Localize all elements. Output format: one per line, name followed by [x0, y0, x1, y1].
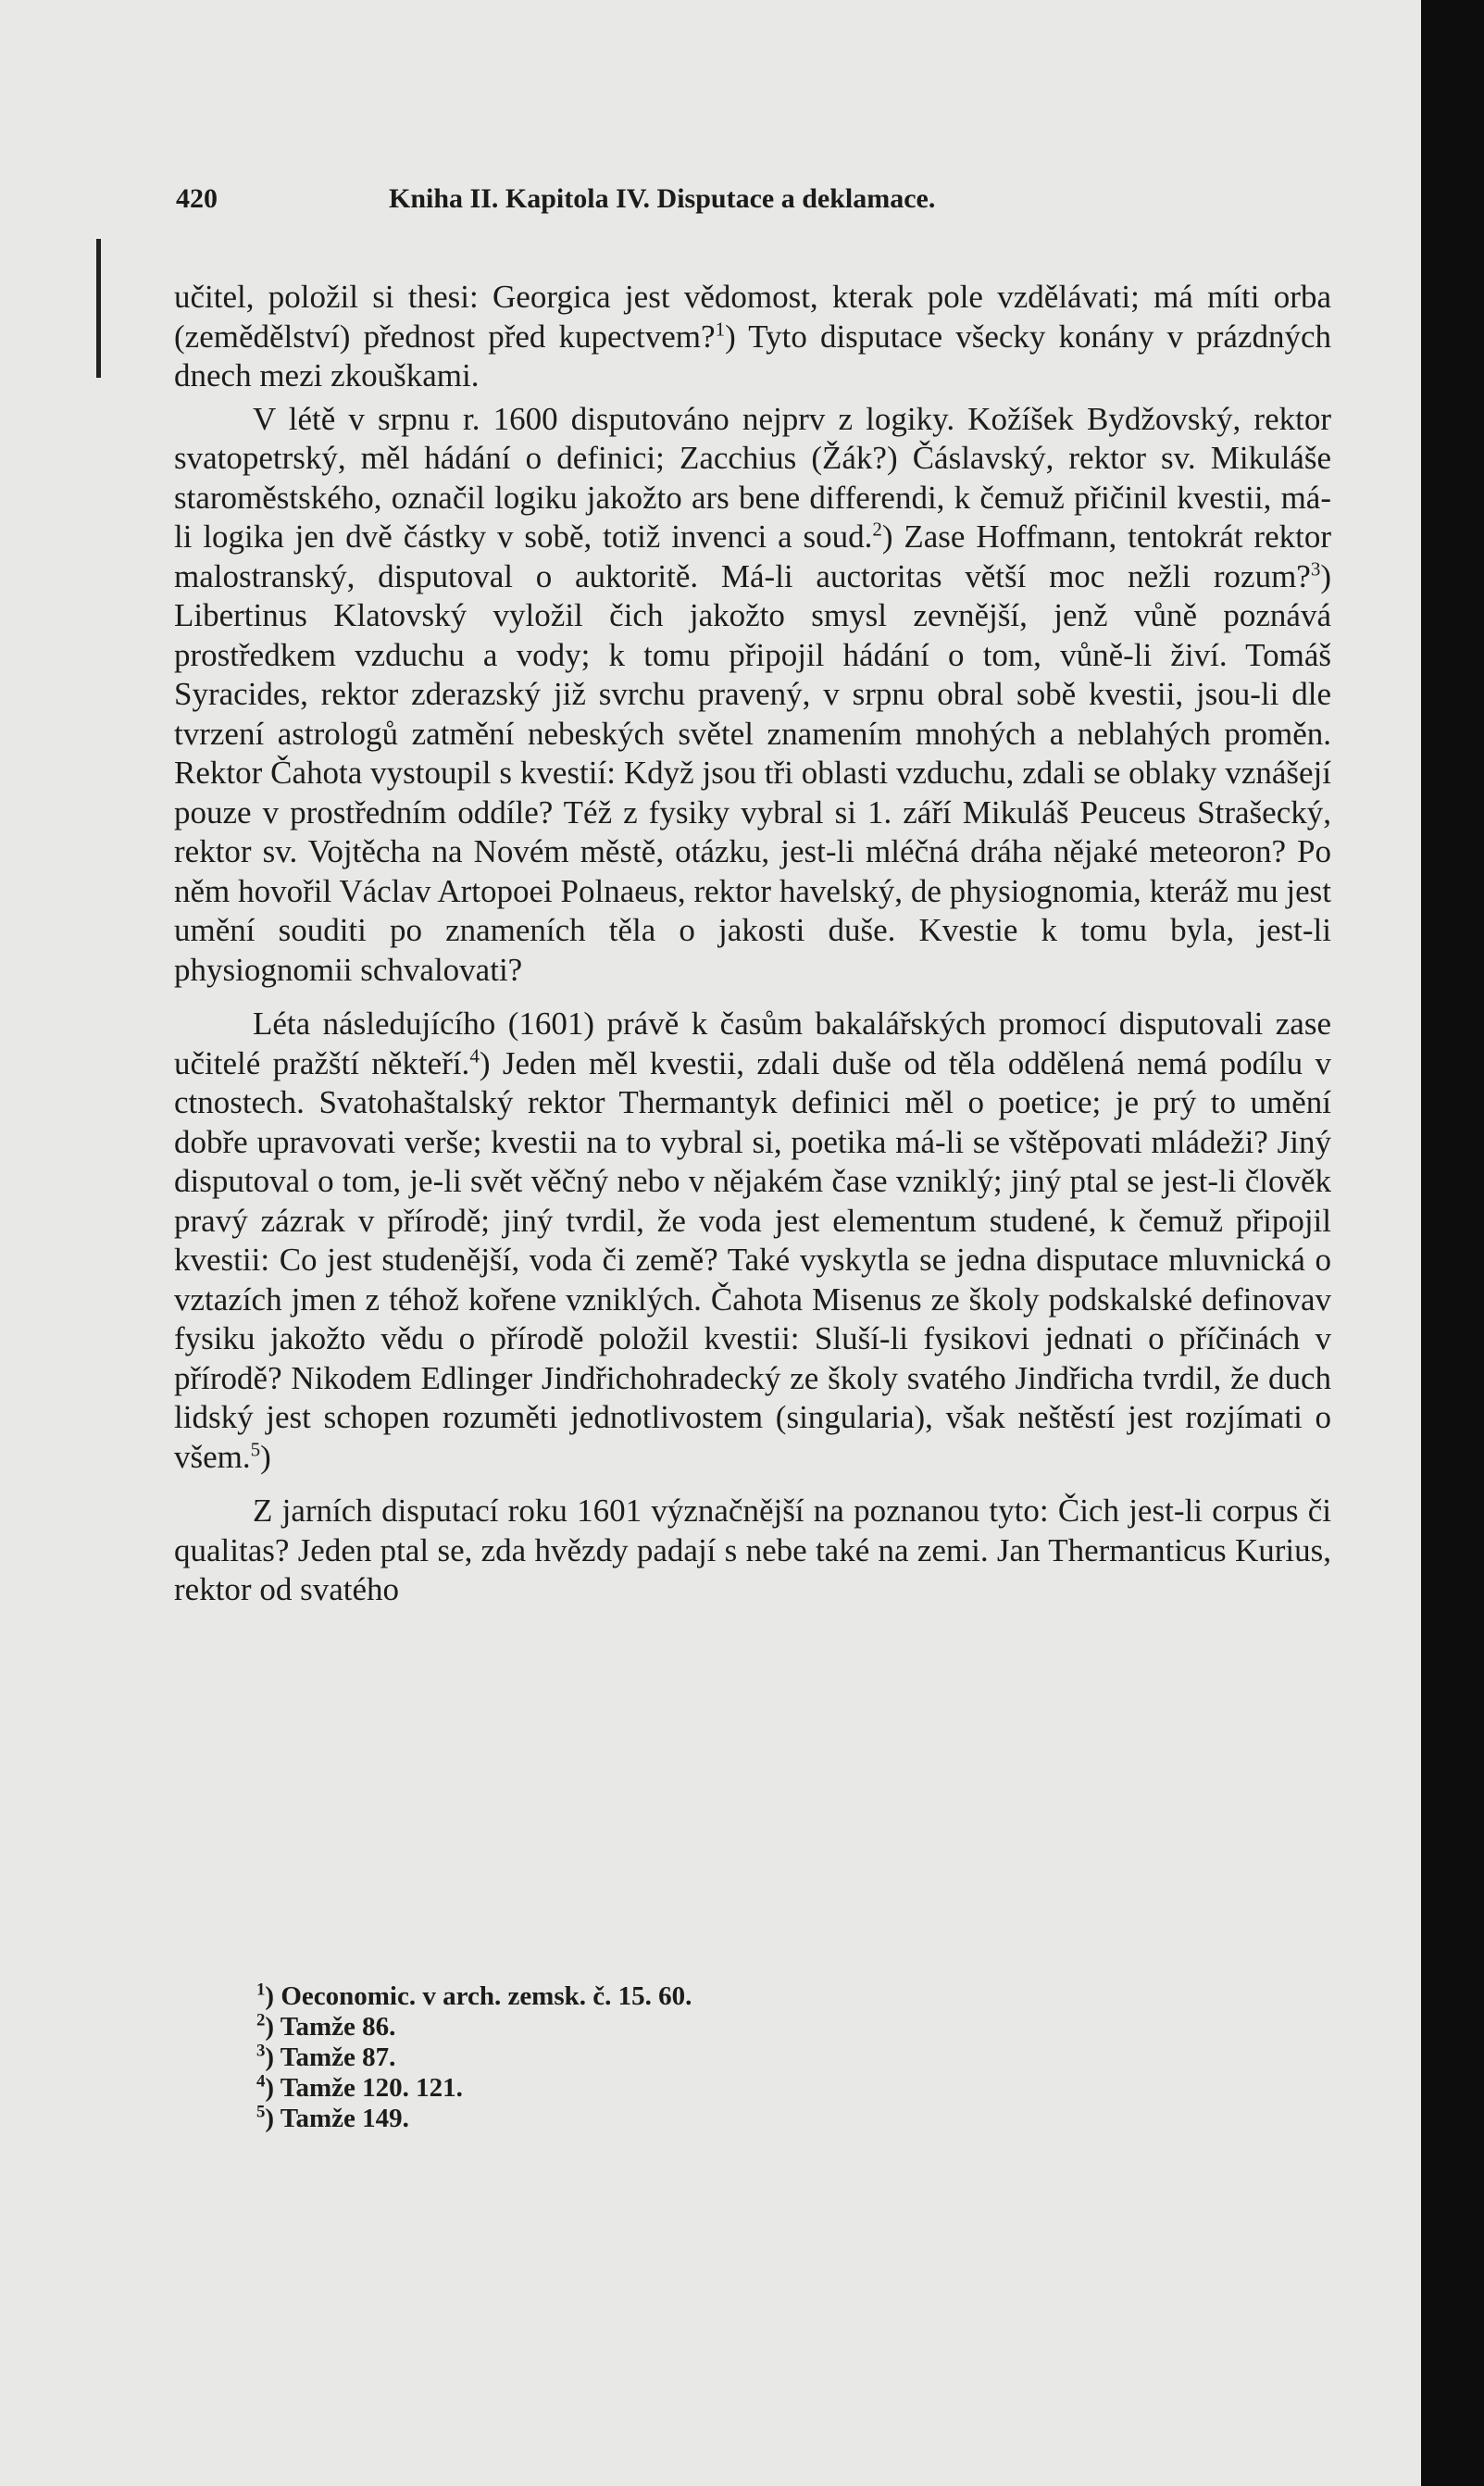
footnote: $^4$) Tamže 120. 121. — [256, 2071, 463, 2103]
footnote-ref: 3 — [1310, 556, 1321, 580]
footnote: $^3$) Tamže 87. — [256, 2041, 396, 2072]
paragraph-4: Z jarních disputací roku 1601 význačnější na poznanou tyto: Čich jest-li corpus či qualitas? Jeden ptal se, zda hvězdy padají s nebe také na zemi. Jan Thermanticus Kurius, rektor od svatého — [174, 1493, 1331, 1607]
margin-mark — [96, 239, 101, 378]
footnote-ref: 5 — [250, 1437, 261, 1460]
paragraph-3: Léta následujícího (1601) právě k časům bakalářských promocí disputovali zase učitelé pražští někteří.$^4$) Jeden měl kvestii, zdali duše od těla oddělená nemá podílu v ctnostech. Svatohaštalský rektor Thermantyk definici měl o poetice; je prý to umění dobře upravovati verše; kvestii na to vybral si, poetika má-li se vštěpovati mládeži? Jiný disputoval o tom, je-li svět věčný nebo v nějakém čase vzniklý; jiný ptal se jest-li člověk pravý zázrak v přírodě; jiný tvrdil, že voda jest elementum studené, k čemuž připojil kvestii: Co jest studenější, voda či země? Také vyskytla se jedna disputace mluvnická o vztazích jmen z téhož kořene vzniklých. Čahota Misenus ze školy podskalské definovav fysiku jakožto vědu o přírodě položil kvestii: Sluší-li fysikovi jednati o příčinách v přírodě? Nikodem Edlinger Jindřichohradecký ze školy svatého Jindřicha tvrdil, že duch lidský jest schopen rozuměti jednotlivostem (singularia), však neštěstí jest rozjímati o všem.$^5$) — [174, 1006, 1331, 1475]
footnote-ref: 1 — [715, 317, 726, 340]
footnote-ref: 4 — [469, 1043, 480, 1067]
body-text — [174, 278, 1331, 1610]
scan-edge — [1421, 0, 1484, 2486]
footnote: $^5$) Tamže 149. — [256, 2102, 409, 2133]
footnote: $^1$) Oeconomic. v arch. zemsk. č. 15. 60. — [256, 1980, 692, 2011]
footnotes — [256, 1981, 1090, 2134]
paragraph-2: V létě v srpnu r. 1600 disputováno nejprv z logiky. Kožíšek Bydžovský, rektor svatopetrský, měl hádání o definici; Zacchius (Žák?) Čáslavský, rektor sv. Mikuláše staroměstského, označil logiku jakožto ars bene differendi, k čemuž přičinil kvestii, má-li logika jen dvě částky v sobě, totiž invenci a soud.$^2$) Zase Hoffmann, tentokrát rektor malostranský, disputoval o auktoritě. Má-li auctoritas větší moc nežli rozum?$^3$) Libertinus Klatovský vyložil čich jakožto smysl zevnější, jenž vůně poznává prostředkem vzduchu a vody; k tomu připojil hádání o tom, vůně-li živí. Tomáš Syracides, rektor zderazský již svrchu pravený, v srpnu obral sobě kvestii, jsou-li dle tvrzení astrologů zatmění nebeských světel znamením mnohých a neblahých proměn. Rektor Čahota vystoupil s kvestií: Když jsou tři oblasti vzduchu, zdali se oblaky vznášejí pouze v prostředním oddíle? Též z fysiky vybral si 1. září Mikuláš Peuceus Strašecký, rektor sv. Vojtěcha na Novém městě, otázku, jest-li mléčná dráha nějaké meteoron? Po něm hovořil Václav Artopoei Polnaeus, rektor havelský, de physiognomia, kteráž mu jest umění souditi po znameních těla o jakosti duše. Kvestie k tomu byla, jest-li physiognomii schvalovati? — [174, 400, 1331, 988]
page-number: 420 — [176, 183, 218, 214]
paragraph-1: učitel, položil si thesi: Georgica jest vědomost, kterak pole vzdělávati; má míti orba (zemědělství) přednost před kupectvem?$^1$) Tyto disputace všecky konány v prázdných dnech mezi zkouškami. — [174, 279, 1332, 394]
running-title: Kniha II. Kapitola IV. Disputace a deklamace. — [389, 183, 936, 214]
footnote: $^2$) Tamže 86. — [256, 2010, 396, 2042]
footnote-ref: 2 — [872, 518, 882, 541]
